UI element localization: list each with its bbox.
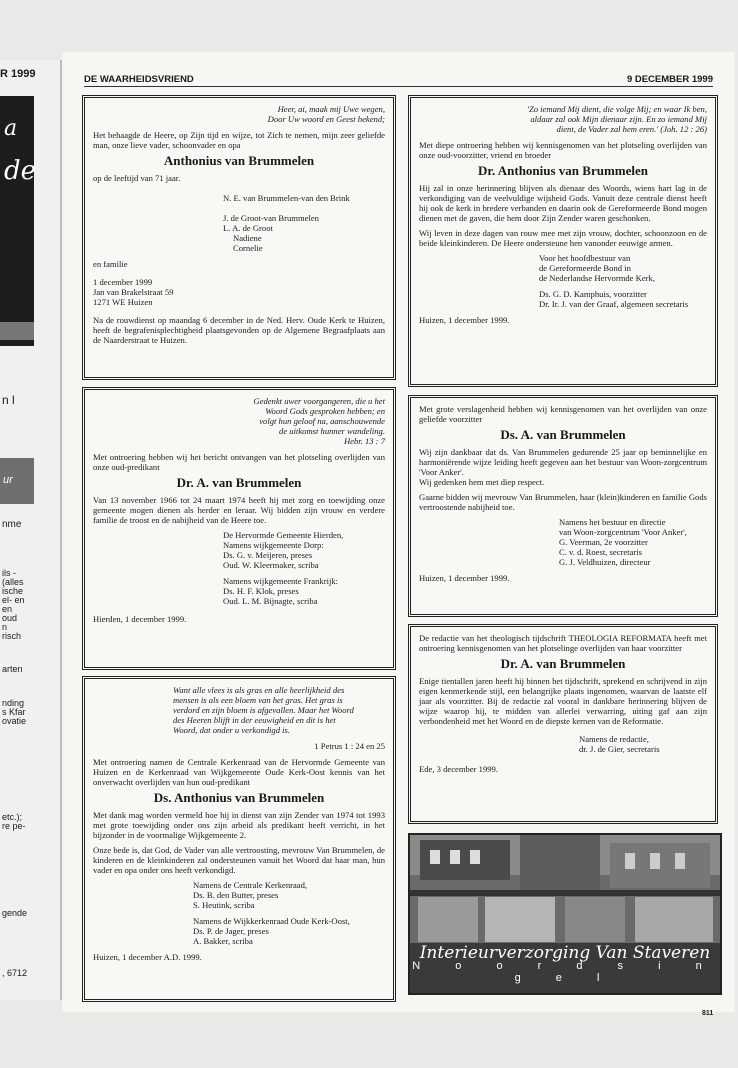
prev-frag: n l — [2, 393, 15, 407]
death-notice-huizen-church — [82, 676, 396, 1002]
motto-line: volgt hun geloof na, aanschouwende — [259, 416, 385, 426]
signatory: J. de Groot-van Brummelen — [223, 213, 319, 223]
prev-frag: arten — [2, 664, 23, 674]
signatory: Voor het hoofdbestuur van — [539, 253, 631, 263]
advertisement-photo — [408, 833, 722, 995]
deceased-name: Dr. Anthonius van Brummelen — [478, 163, 648, 178]
deceased-name: Ds. A. van Brummelen — [500, 427, 626, 442]
motto-line: mensen is als een bloem van het gras. Het gras is — [173, 695, 343, 705]
prev-frag: ils - — [2, 568, 16, 578]
signatories — [93, 193, 385, 253]
scripture-ref: Hebr. 13 : 7 — [343, 436, 385, 446]
signatory: Namens het bestuur en directie — [559, 517, 666, 527]
signatory: N. E. van Brummelen-van den Brink — [223, 193, 350, 203]
signatory: G. J. Veldhuizen, directeur — [559, 557, 651, 567]
signatories-dorp — [93, 530, 385, 570]
signatories-wijk — [93, 916, 385, 946]
motto — [419, 104, 707, 134]
notice-intro: Met ontroering namen de Centrale Kerkenraad van de Hervormde Gemeente van Huizen en de Kerkenraad van Wijkgemeente Oude Kerk-Oost kennis van het onverwacht overlijden van hun oud-predikant — [93, 757, 385, 787]
death-notice-voor-anker — [408, 395, 718, 617]
page-number: 811 — [702, 1010, 714, 1017]
signatory: Oud. L. M. Bijnagte, scriba — [223, 596, 318, 606]
shop-name: Interieurverzorging Van Staveren — [419, 943, 711, 963]
deceased-name: Dr. A. van Brummelen — [500, 656, 626, 671]
deceased-name: Dr. A. van Brummelen — [176, 475, 302, 490]
signatory: Namens wijkgemeente Dorp: — [223, 540, 324, 550]
motto-line: Woord Gods gesproken hebben; en — [265, 406, 385, 416]
signatory: Ds. H. F. Klok, preses — [223, 586, 299, 596]
signatory: Ds. P. de Jager, preses — [193, 926, 269, 936]
address-block — [93, 277, 385, 307]
signatory: Namens de Centrale Kerkenraad, — [193, 880, 308, 890]
publication-date: 9 DECEMBER 1999 — [626, 74, 713, 85]
death-notice-hierden — [82, 387, 396, 670]
prev-frag: ische — [2, 586, 24, 596]
motto — [93, 396, 385, 446]
prev-frag-a: a — [4, 116, 18, 141]
address-line: 1 december 1999 — [93, 277, 153, 287]
signatory: dr. J. de Gier, secretaris — [579, 744, 660, 754]
notice-intro: Met grote verslagenheid hebben wij kennisgenomen van het overlijden van onze geliefde voorzitter — [419, 404, 707, 424]
signatory: Cornelie — [233, 243, 263, 253]
funeral-note: Na de rouwdienst op maandag 6 december in de Ned. Herv. Oude Kerk te Huizen, heeft de begrafenisplechtigheid plaatsgevonden op de Algemene Begraafplaats aan de Naarderstraat te Huizen. — [93, 315, 385, 345]
motto-line: des Heeren blijft in der eeuwigheid en dit is het — [173, 715, 336, 725]
notice-footer: Huizen, 1 december 1999. — [419, 315, 510, 325]
notice-body: Wij leven in deze dagen van rouw mee met zijn vrouw, dochter, schoonzoon en de beide kleinkinderen. De Heere ondersteune hen vanonder eeuwige armen. — [419, 228, 707, 248]
signatory: Namens wijkgemeente Frankrijk: — [223, 576, 339, 586]
notice-intro: Het behaagde de Heere, op Zijn tijd en wijze, tot Zich te nemen, mijn zeer geliefde man, onze lieve vader, schoonvader en opa — [93, 130, 385, 150]
prev-page-header: R 1999 — [0, 68, 36, 80]
signatory: Nadiene — [233, 233, 262, 243]
motto — [93, 104, 385, 124]
previous-page-edge — [0, 60, 62, 1000]
signatories-redactie — [419, 734, 707, 754]
address-line: 1271 WE Huizen — [93, 297, 153, 307]
signatory: de Nederlandse Hervormde Kerk, — [539, 273, 655, 283]
death-notice-family — [82, 95, 396, 380]
family-line: en familie — [93, 259, 128, 269]
prev-frag-de: de — [4, 156, 37, 186]
prev-page-bar — [0, 322, 34, 340]
prev-frag: , 6712 — [2, 968, 28, 978]
notice-body: Enige tientallen jaren heeft hij binnen het tijdschrift, sprekend en schrijvend in zijn eigen kenmerkende stijl, een belangrijke plaats ingenomen, waarvan de laatste elf jaar als voorzitter. Bij de redactie zal vooral in dankbare herinnering blijven de wijze waarop hij, te midden van allerlei verwarring, uiting gaf aan zijn verbondenheid met het Woord en de diepste kernen van de Reformatie. — [419, 676, 707, 726]
motto-line: Gedenkt uwer voorgangeren, die u het — [253, 396, 385, 406]
signatory: Oud. W. Kleermaker, scriba — [223, 560, 319, 570]
signatories-central — [93, 880, 385, 910]
notice-intro: Met diepe ontroering hebben wij kennisgenomen van het plotseling overlijden van onze oud-voorzitter, vriend en broeder — [419, 140, 707, 160]
shop-street: N o o r d s i n g e l — [412, 960, 718, 984]
prev-frag: en — [2, 604, 13, 614]
signatories-bond-officers — [419, 289, 707, 309]
signatory: de Gereformeerde Bond in — [539, 263, 631, 273]
prev-frag: el- en — [2, 595, 25, 605]
prev-frag: oud — [2, 613, 18, 623]
notice-footer: Ede, 3 december 1999. — [419, 764, 498, 774]
signatory: van Woon-zorgcentrum 'Voor Anker', — [559, 527, 687, 537]
scripture-ref: 1 Petrus 1 : 24 en 25 — [314, 741, 385, 751]
death-notice-gereformeerde-bond — [408, 95, 718, 387]
motto-line: dient, de Vader zal hem eren.' (Joh. 12 : 26) — [556, 124, 707, 134]
notice-body: Hij zal in onze herinnering blijven als dienaar des Woords, wiens hart lag in de verkondiging van de veelvuldige wijsheid Gods. Vanuit deze centrale dienst heeft hij ook de kerk in bredere verbanden en daarin ook de Gereformeerde Bond mogen dienen met de gaven, die hem door Zijn Zender waren geschonken. — [419, 183, 707, 223]
death-notice-theologia-reformata — [408, 624, 718, 824]
signatory: Ds. G. D. Kamphuis, voorzitter — [539, 289, 647, 299]
prev-frag: n — [2, 622, 8, 632]
signatory: Ds. B. den Butter, preses — [193, 890, 279, 900]
signatory: G. Veerman, 2e voorzitter — [559, 537, 648, 547]
notice-body — [419, 447, 707, 477]
prev-frag: ovatie — [2, 716, 27, 726]
notice-body: Gaarne bidden wij mevrouw Van Brummelen, haar (klein)kinderen en familie Gods vertroostende nabijheid toe. — [419, 492, 707, 512]
motto — [93, 685, 385, 735]
notice-footer: Huizen, 1 december 1999. — [419, 573, 510, 583]
motto-line: Heer, ai, maak mij Uwe wegen, — [277, 104, 385, 114]
motto-line: Woord, dat onder u verkondigd is. — [173, 725, 291, 735]
motto-line: de uitkomst hunner wandeling. — [279, 426, 385, 436]
signatory: Ds. G. v. Meijeren, preses — [223, 550, 313, 560]
signatories-frankrijk — [93, 576, 385, 606]
deceased-name: Anthonius van Brummelen — [163, 153, 315, 168]
prev-frag: al — [2, 255, 10, 265]
prev-frag: nding — [2, 698, 25, 708]
signatory: S. Heutink, scriba — [193, 900, 255, 910]
motto-line: 'Zo iemand Mij dient, die volge Mij; en waar Ik ben, — [527, 104, 707, 114]
signatory: Namens de redactie, — [579, 734, 649, 744]
notice-body: Onze bede is, dat God, de Vader van alle vertroosting, mevrouw Van Brummelen, de kinderen en de kleinkinderen zal ondersteunen vanuit het Woord dat haar man, hun vader en opa onder ons heeft verkondigd. — [93, 845, 385, 875]
prev-frag: etc.); — [2, 812, 23, 822]
deceased-age: op de leeftijd van 71 jaar. — [93, 173, 181, 183]
signatory: De Hervormde Gemeente Hierden, — [223, 530, 344, 540]
notice-intro: Met ontroering hebben wij het bericht ontvangen van het plotseling overlijden van onze oud-predikant — [93, 452, 385, 472]
signatory: L. A. de Groot — [223, 223, 273, 233]
prev-frag-ur: ur — [3, 474, 13, 486]
notice-intro: De redactie van het theologisch tijdschrift THEOLOGIA REFORMATA heeft met ontroering kennisgenomen van het plotselinge overlijden van haar voorzitter — [419, 633, 707, 653]
signatories-voor-anker — [419, 517, 707, 567]
signatories-bond — [419, 253, 707, 283]
prev-page-bar — [0, 458, 34, 504]
notice-footer: Hierden, 1 december 1999. — [93, 614, 187, 624]
signatory: Namens de Wijkkerkenraad Oude Kerk-Oost, — [193, 916, 350, 926]
signatory: A. Bakker, scriba — [193, 936, 253, 946]
publication-name: DE WAARHEIDSVRIEND — [84, 74, 194, 85]
prev-frag: re pe- — [2, 821, 26, 831]
deceased-name: Ds. Anthonius van Brummelen — [153, 790, 325, 805]
notice-footer: Huizen, 1 december A.D. 1999. — [93, 952, 202, 962]
motto-line: Want alle vlees is als gras en alle heerlijkheid des — [173, 685, 345, 695]
motto-line: verdord en zijn bloem is afgevallen. Maar het Woord — [173, 705, 354, 715]
running-header — [84, 74, 713, 87]
address-line: Jan van Brakelstraat 59 — [93, 287, 174, 297]
signatory: C. v. d. Roest, secretaris — [559, 547, 642, 557]
signatory: Dr. Ir. J. van der Graaf, algemeen secretaris — [539, 299, 689, 309]
motto-line: aldaar zal ook Mijn dienaar zijn. En zo iemand Mij — [530, 114, 707, 124]
notice-body-respect: Wij gedenken hem met diep respect. — [419, 477, 545, 487]
notice-body: Van 13 november 1966 tot 24 maart 1974 heeft hij met zorg en toewijding onze gemeente mogen dienen als herder en leraar. Wij bidden zijn vrouw en verdere familie de troost en de nabijheid van de Heere toe. — [93, 495, 385, 525]
prev-frag: gende — [2, 908, 28, 918]
notice-body: Met dank mag worden vermeld hoe hij in dienst van zijn Zender van 1974 tot 1993 met grote toewijding onder ons zijn arbeid als predikant heeft verricht, in het bijzonder in de voormalige Wijkgemeente 2. — [93, 810, 385, 840]
prev-frag: s Kfar — [2, 707, 26, 717]
prev-frag: (alles — [2, 577, 24, 587]
prev-frag: nme — [2, 519, 22, 530]
notice-body-text: Wij zijn dankbaar dat ds. Van Brummelen gedurende 25 jaar op beminnelijke en harmoniërende wijze leiding heeft gegeven aan het bestuur van Woon-zorgcentrum 'Voor Anker'. — [419, 447, 707, 477]
prev-frag: risch — [2, 631, 22, 641]
prev-page-dark-block — [0, 96, 37, 346]
motto-line: Door Uw woord en Geest bekend; — [267, 114, 385, 124]
